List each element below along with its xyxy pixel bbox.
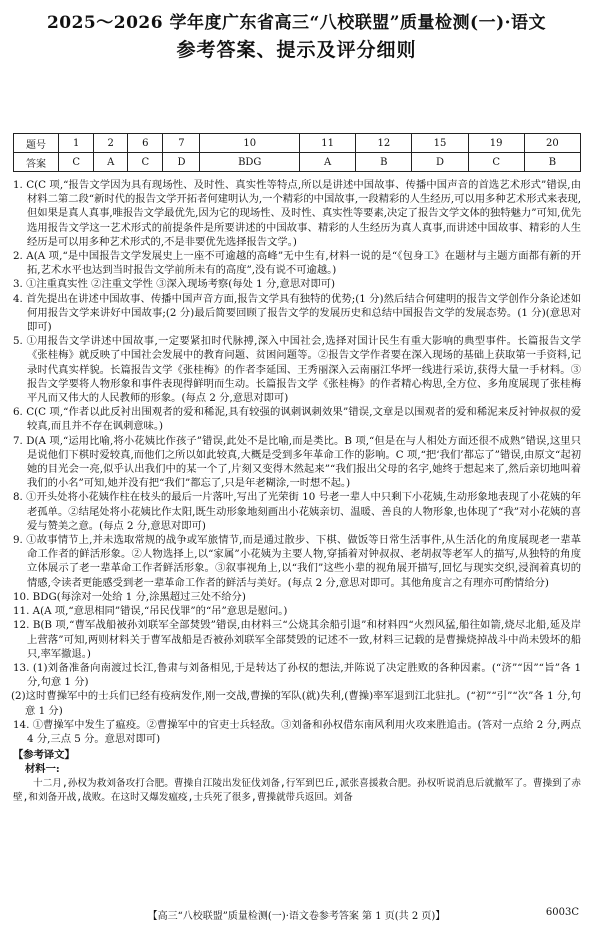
answer-item-7: 7. D(A 项,“运用比喻,将小花姨比作孩子”错误,此处不是比喻,而是类比。B 项,“但是在与人相处方面还很不成熟”错误,这里只是说他们下棋时爱较真,而他们之所以如此较真,大概是受到多年革命工作的影响。C 项,“把‘我们’都忘了”错误,由原文“起初她的目光会一亮,似乎认出我们中的某一个了,片刻又变得木然起来”“我们报出父母的名字,她终于想起来了,然后亲切地叫着我们的小名”可知,她并没有把“我们”都忘了,只是年老糊涂,一时想不起。) xyxy=(13,434,581,490)
answer-cell: BDG xyxy=(200,153,300,172)
answer-cell: C xyxy=(59,153,94,172)
answer-cell: C xyxy=(128,153,163,172)
answer-cell: C xyxy=(468,153,524,172)
document-title: 2025～2026 学年度广东省高三“八校联盟”质量检测(一)·语文 xyxy=(46,13,547,33)
question-number-cell: 19 xyxy=(468,134,524,153)
answer-item-9: 9. ①故事情节上,并未选取常规的战争或军旅情节,而是通过散步、下棋、做饭等日常生活事件,从生活化的角度展现老一辈革命工作者的鲜活形象。②人物选择上,以“家属”小花姨为主要人物,穿插着对钟叔叔、老胡叔等老军人的描写,从独特的角度立体展示了老一辈革命工作者鲜活形象。③叙事视角上,以“我们”这些小辈的视角展开描写,回忆与现实交织,浸润着真切的情感,令读者更能感受到老一辈革命工作者的鲜活与美好。(每点 2 分,意思对即可。其他角度言之有理亦可酌情给分) xyxy=(13,534,581,589)
answer-item-1: 1. C(C 项,“报告文学因为具有现场性、及时性、真实性等特点,所以是讲述中国故事、传播中国声音的首选艺术形式”错误,由材料二第二段“新时代的报告文学开拓者何建明认为,一个精彩的中国故事,一段精彩的人生经历,可以用多种艺术形式来表现,但如果是真人真事,唯报告文学最优先,因为它的现场性、及时性、真实性等要素,决定了报告文学文体的独特魅力”可知,优先选用报告文学这一艺术形式的前提条件是所要讲述的中国故事、精彩的人生经历为真人真事,而讲述中国故事、精彩的人生经历是可以用多种艺术形式的,不是非要优先选择报告文学。) xyxy=(13,179,581,248)
document-subtitle: 参考答案、提示及评分细则 xyxy=(176,39,417,61)
footer-text: 【高三“八校联盟”质量检测(一)·语文卷参考答案 第 1 页(共 2 页)】 xyxy=(147,911,446,922)
row-label-answer: 答案 xyxy=(14,153,59,172)
footer-code: 6003C xyxy=(545,907,579,918)
answer-item-3: 3. ①注重真实性 ②注重文学性 ③深入现场考察(每处 1 分,意思对即可) xyxy=(13,278,336,291)
answer-item-4: 4. 首先提出在讲述中国故事、传播中国声音方面,报告文学具有独特的优势;(1 分)然后结合何建明的报告文学创作分条论述如何用报告文学来讲好中国故事;(2 分)最后简要回顾了报告文学的发展历史和总结中国报告文学的发展态势。(1 分)(意思对即可) xyxy=(13,292,581,334)
question-number-cell: 11 xyxy=(300,134,356,153)
question-number-cell: 7 xyxy=(163,134,200,153)
answer-item-10: 10. BDG(每涂对一处给 1 分,涂黑超过三处不给分) xyxy=(13,590,246,603)
answer-item-13-2: (2)这时曹操军中的士兵们已经有疫病发作,刚一交战,曹操的军队(就)失利,(曹操)率军退到江北驻扎。(“初”“引”“次”各 1 分,句意 1 分) xyxy=(11,690,581,717)
translation-heading: 【参考译文】 xyxy=(13,749,75,762)
question-number-cell: 1 xyxy=(59,134,94,153)
answer-item-8: 8. ①开头处将小花姨作柱在枝头的最后一片落叶,写出了光荣街 10 号老一辈人中只剩下小花姨,生动形象地表现了小花姨的年老孤单。②结尾处将小花姨比作太阳,既生动形象地刻画出小花姨亲切、温暖、善良的人物形象,也体现了“我”对小花姨的喜爱与赞美之意。(每点 2 分,意思对即可) xyxy=(13,491,581,532)
question-number-row xyxy=(14,134,581,153)
answer-cell: B xyxy=(524,153,580,172)
answer-item-13-1: 13. (1)刘备准备向南渡过长江,鲁肃与刘备相见,于是转达了孙权的想法,并陈说了决定胜败的各种因素。(“济”“因”“旨”各 1 分,句意 1 分) xyxy=(13,661,581,689)
answer-cell: D xyxy=(163,153,200,172)
answer-item-5: 5. ①用报告文学讲述中国故事,一定要紧扣时代脉搏,深入中国社会,选择对国计民生有重大影响的典型事件。长篇报告文学《张桂梅》就反映了中国社会发展中的教育问题、贫困问题等。②报告文学作者要在深入现场的基础上获取第一手资料,记录时代真实样貌。长篇报告文学《张桂梅》的作者李延国、王秀丽深入云南丽江华坪一线进行采访,获得大量一手材料。③报告文学要将人物形象和事件表现得鲜明而生动。长篇报告文学《张桂梅》的作者精心构思,全方位、多角度展现了张桂梅平凡而又伟大的人民教师的形象。(每点 2 分,意思对即可) xyxy=(13,335,581,405)
translation-paragraph: 十二月,孙权为救刘备攻打合肥。曹操自江陵出发征伐刘备,行军到巴丘,派张喜援救合肥。孙权听说消息后就撤军了。曹操到了赤壁,和刘备开战,战败。在这时又爆发瘟疫,士兵死了很多,曹操就带兵返回。刘备 xyxy=(13,777,581,803)
answer-row xyxy=(14,153,581,172)
question-number-cell: 10 xyxy=(200,134,300,153)
answer-cell: B xyxy=(356,153,412,172)
question-number-cell: 15 xyxy=(412,134,468,153)
question-number-cell: 12 xyxy=(356,134,412,153)
answer-cell: D xyxy=(412,153,468,172)
answer-explanations xyxy=(13,178,581,805)
answer-item-2: 2. A(A 项,“是中国报告文学发展史上一座不可逾越的高峰”无中生有,材料一说的是“《包身工》在题材与主题方面都有新的开拓,艺术水平也达到当时报告文学前所未有的高度”,没有说不可逾越。) xyxy=(13,250,581,277)
row-label-number: 题号 xyxy=(14,134,59,153)
answer-item-11: 11. A(A 项,“意思相同”错误,“吊民伐罪”的“吊”意思是慰问。) xyxy=(13,605,288,618)
answer-item-6: 6. C(C 项,“作者以此反衬出围观者的爱和稀泥,具有较强的讽刺讽刺效果”错误,文章是以围观者的爱和稀泥来反衬钟叔叔的爱较真,而且并不存在讽刺意味。) xyxy=(13,406,581,433)
translation-subheading: 材料一: xyxy=(25,763,60,776)
answer-item-12: 12. B(B 项,“曹军战船被孙刘联军全部焚毁”错误,由材料三“公烧其余船引退”和材料四“火烈风猛,船往如箭,烧尽北船,延及岸上营落”可知,两则材料关于曹军战船是否被孙刘联军全部焚毁的记述不一致,材料三记载的是曹操烧掉战斗中尚未毁坏的船只,率军撤退。) xyxy=(13,619,581,660)
answer-table xyxy=(13,133,581,172)
answer-cell: A xyxy=(94,153,128,172)
question-number-cell: 20 xyxy=(524,134,580,153)
answer-item-14: 14. ①曹操军中发生了瘟疫。②曹操军中的官吏士兵轻敌。③刘备和孙权借东南风利用火攻来胜追击。(答对一点给 2 分,两点 4 分,三点 5 分。意思对即可) xyxy=(13,718,581,745)
question-number-cell: 2 xyxy=(94,134,128,153)
question-number-cell: 6 xyxy=(128,134,163,153)
answer-cell: A xyxy=(300,153,356,172)
